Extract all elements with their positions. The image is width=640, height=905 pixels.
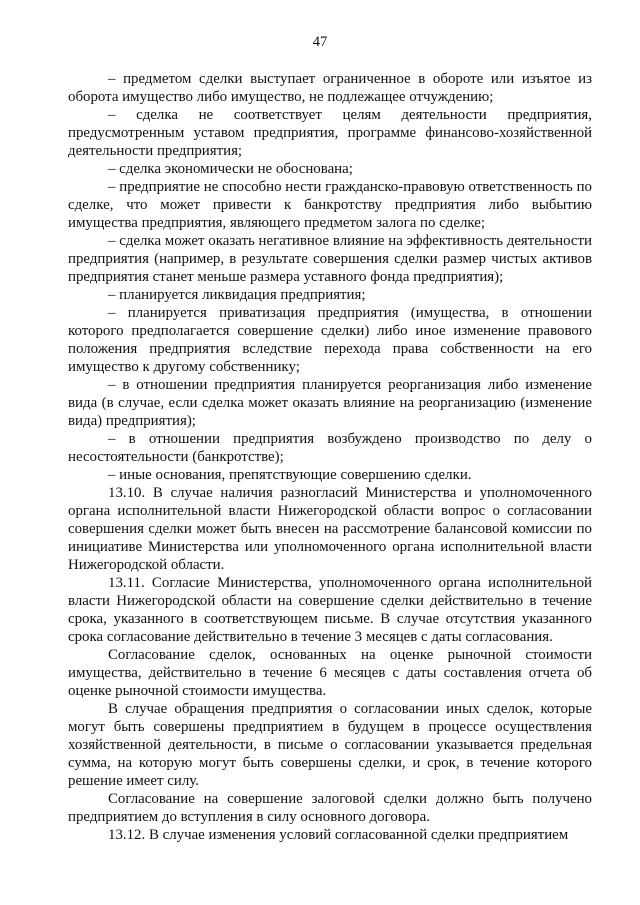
list-item-negative-influence: – сделка может оказать негативное влияние на эффективность деятельности предприятия (например, в результате совершения сделки размер чистых активов предприятия станет меньше размера уставного фонда предприятия); (68, 233, 592, 285)
list-item-liability: – предприятие не способно нести гражданско-правовую ответственность по сделке, что может привести к банкротству предприятия либо выбытию имущества предприятия, являющего предметом залога по сделке; (68, 179, 592, 231)
list-item-reorganization: – в отношении предприятия планируется реорганизация либо изменение вида (в случае, если сделка может оказать влияние на реорганизацию (изменение вида) предприятия); (68, 377, 592, 429)
clause-13-12: 13.12. В случае изменения условий согласованной сделки предприятием (108, 827, 569, 843)
paragraph-future-deals: В случае обращения предприятия о согласовании иных сделок, которые могут быть совершены предприятием в будущем в процессе осуществления хозяйственной деятельности, в письме о согласовании указывается предельная сумма, на которую могут быть совершены сделки, и срок, в течение которого решение имеет силу. (68, 701, 592, 789)
list-item-other-grounds: – иные основания, препятствующие совершению сделки. (108, 467, 472, 483)
clause-13-11: 13.11. Согласие Министерства, уполномоченного органа исполнительной власти Нижегородской области на совершение сделки действительно в течение срока, указанного в соответствующем письме. В случае отсутствия указанного срока согласование действительно в течение 3 месяцев с даты согласования. (68, 575, 592, 645)
list-item-goals-mismatch: – сделка не соответствует целям деятельности предприятия, предусмотренным уставом предприятия, программе финансово-хозяйственной деятельности предприятия; (68, 107, 592, 159)
page-number: 47 (312, 34, 328, 50)
paragraph-pledge-deal: Согласование на совершение залоговой сделки должно быть получено предприятием до вступления в силу основного договора. (68, 791, 592, 825)
list-item-not-justified: – сделка экономически не обоснована; (108, 161, 353, 177)
clause-13-10: 13.10. В случае наличия разногласий Министерства и уполномоченного органа исполнительной власти Нижегородской области вопрос о согласовании совершения сделки может быть внесен на рассмотрение балансовой комиссии по инициативе Министерства или уполномоченного органа исполнительной власти Нижегородской области. (68, 485, 592, 573)
list-item-privatization: – планируется приватизация предприятия (имущества, в отношении которого предполагается совершение сделки) либо иное изменение правового положения предприятия вследствие перехода права собственности на его имущество к другому собственнику; (68, 305, 592, 375)
list-item-bankruptcy: – в отношении предприятия возбуждено производство по делу о несостоятельности (банкротстве); (68, 431, 592, 465)
document-body (68, 70, 592, 844)
list-item-restricted-property: – предметом сделки выступает ограниченное в обороте или изъятое из оборота имущество либо имущество, не подлежащее отчуждению; (68, 71, 592, 105)
paragraph-market-value-approval: Согласование сделок, основанных на оценке рыночной стоимости имущества, действительно в течение 6 месяцев с даты составления отчета об оценке рыночной стоимости имущества. (68, 647, 592, 699)
list-item-liquidation: – планируется ликвидация предприятия; (108, 287, 366, 303)
